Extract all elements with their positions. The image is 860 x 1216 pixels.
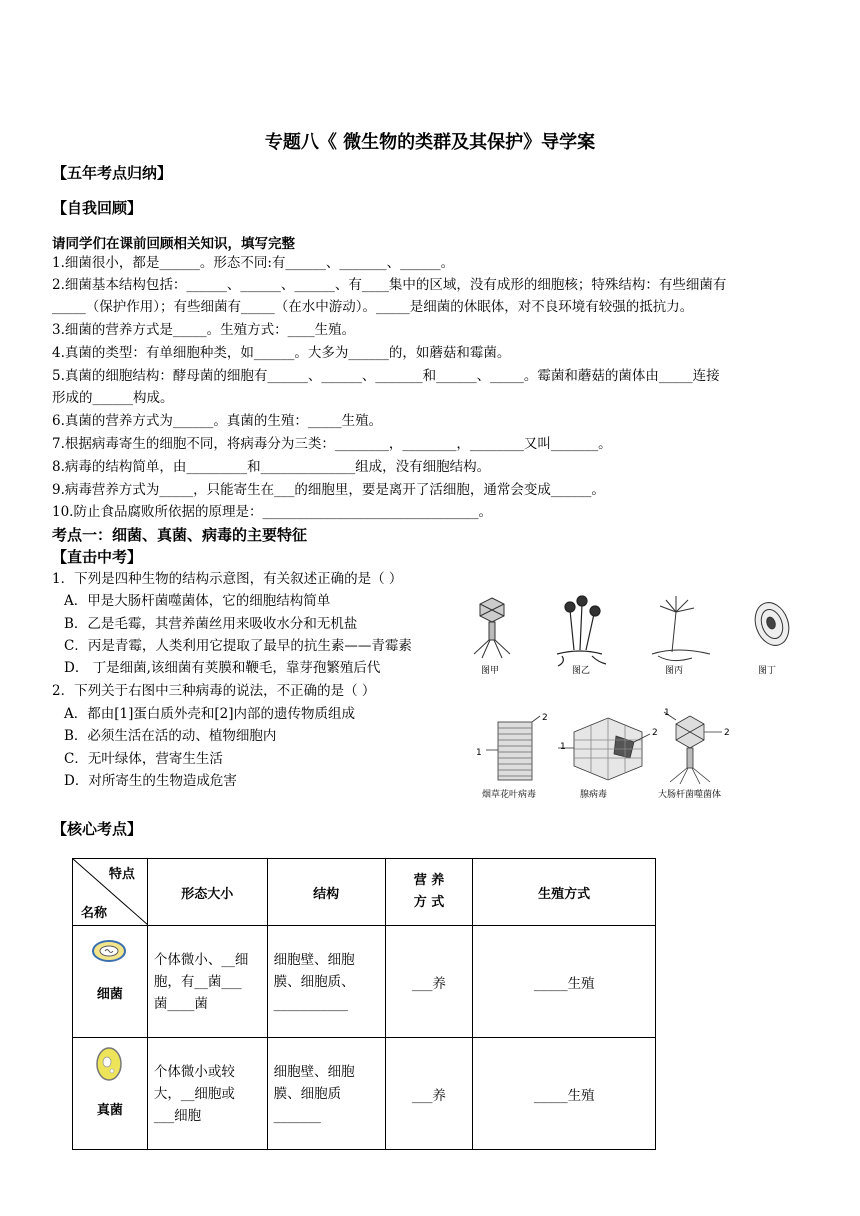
q1-figures — [462, 590, 802, 678]
q1-option-a: A．甲是大肠杆菌噬菌体，它的细胞结构简单 — [64, 593, 331, 609]
fig-adenovirus — [558, 718, 650, 780]
review-line-8: 8.病毒的结构简单，由_________和______________组成，没有细胞结构。 — [52, 459, 491, 475]
corner-cell — [73, 859, 148, 926]
q2-option-d: D．对所寄生的生物造成危害 — [64, 773, 237, 789]
bacteria-shape-line: 胞，有__菌___ — [153, 973, 242, 990]
section-core: 【核心考点】 — [52, 820, 143, 838]
table-row — [73, 1038, 656, 1150]
label-1-tmv: 1 — [476, 748, 482, 758]
instruction-text: 请同学们在课前回顾相关知识，填写完整 — [52, 236, 295, 252]
header-shape: 形态大小 — [147, 859, 267, 926]
fungi-shape — [147, 1038, 267, 1150]
fungi-structure-line: 细胞壁、细胞 — [273, 1063, 355, 1080]
fungi-structure — [267, 1038, 385, 1150]
kaodian-heading: 考点一：细菌、真菌、病毒的主要特征 — [52, 526, 308, 544]
q2-figures — [478, 710, 758, 788]
q2-option-b: B．必须生活在活的动、植物细胞内 — [64, 728, 277, 744]
caption-yi: 图乙 — [572, 666, 591, 676]
fig-jia-phage — [474, 598, 510, 658]
review-line-4: 4.真菌的类型：有单细胞种类，如______。大多为______的，如蘑菇和霉菌。 — [52, 345, 511, 361]
caption-adenovirus: 腺病毒 — [580, 790, 608, 800]
fig-ding-bacterium — [749, 598, 794, 650]
fungi-reproduction: _____生殖 — [473, 1038, 656, 1150]
fungi-structure-line: _______ — [273, 1107, 321, 1124]
fungi-shape-line: ___细胞 — [153, 1107, 202, 1124]
name-cell-fungi — [73, 1038, 148, 1150]
q1-option-c: C．丙是青霉，人类利用它提取了最早的抗生素——青霉素 — [64, 638, 412, 654]
q1-option-d: D． 丁是细菌,该细菌有荚膜和鞭毛，靠芽孢繁殖后代 — [64, 660, 381, 676]
fig-yi-mold — [557, 596, 606, 666]
label-1-phage: 1 — [664, 708, 670, 718]
label-2-tmv: 2 — [542, 713, 548, 723]
core-table — [72, 858, 656, 1150]
zhiji-heading: 【直击中考】 — [52, 548, 143, 566]
header-reproduction: 生殖方式 — [473, 859, 656, 926]
bacteria-shape — [147, 926, 267, 1038]
review-line-7: 7.根据病毒寄生的细胞不同，将病毒分为三类：________，________，________又叫_______。 — [52, 436, 612, 452]
caption-bing: 图丙 — [665, 666, 684, 676]
fig-tmv — [486, 716, 540, 780]
fig-bing-penicillium — [652, 596, 710, 661]
bacteria-structure-line: ___________ — [273, 995, 348, 1012]
bacteria-shape-line: 菌____菌 — [153, 995, 208, 1012]
section-five-year: 【五年考点归纳】 — [52, 164, 173, 182]
fig-phage — [664, 712, 722, 784]
bacteria-icon — [89, 936, 129, 966]
label-2-phage: 2 — [724, 728, 730, 738]
caption-tmv: 烟草花叶病毒 — [482, 790, 537, 800]
bacteria-structure-line: 细胞壁、细胞 — [273, 951, 355, 968]
review-line-10: 10.防止食品腐败所依据的原理是：________________________________。 — [52, 504, 492, 520]
review-line-9: 9.病毒营养方式为_____，只能寄生在___的细胞里，要是离开了活细胞，通常会变成______。 — [52, 482, 605, 498]
fungi-shape-line: 大，__细胞或 — [153, 1085, 235, 1102]
label-1-adeno: 1 — [560, 742, 566, 752]
bacteria-structure-line: 膜、细胞质、 — [273, 973, 355, 990]
review-line-2: 2.细菌基本结构包括：______、______、______、有____集中的区域，没有成形的细胞核；特殊结构：有些细菌有 — [52, 277, 727, 293]
bacteria-shape-line: 个体微小、__细 — [153, 951, 249, 968]
q1-stem: 1．下列是四种生物的结构示意图，有关叙述正确的是（ ） — [52, 571, 403, 587]
name-bacteria: 细菌 — [96, 987, 123, 1002]
header-nutrition: 营 养 方 式 — [385, 859, 473, 926]
corner-bottom-label: 名称 — [81, 906, 108, 921]
fungus-icon — [92, 1046, 126, 1082]
table-row — [73, 926, 656, 1038]
fungi-structure-line: 膜、细胞质 — [273, 1085, 342, 1102]
header-structure: 结构 — [267, 859, 385, 926]
label-2-adeno: 2 — [652, 728, 658, 738]
review-line-2b: _____（保护作用）；有些细菌有_____（在水中游动）。_____是细菌的休眠体，对不良环境有较强的抵抗力。 — [52, 299, 694, 315]
section-review: 【自我回顾】 — [52, 199, 143, 217]
page-title: 专题八《 微生物的类群及其保护》导学案 — [264, 132, 596, 153]
q2-option-a: A．都由[1]蛋白质外壳和[2]内部的遗传物质组成 — [64, 706, 355, 722]
q2-stem: 2．下列关于右图中三种病毒的说法，不正确的是（ ） — [52, 683, 376, 699]
name-cell-bacteria — [73, 926, 148, 1038]
name-fungi: 真菌 — [96, 1103, 123, 1118]
q1-option-b: B．乙是毛霉，其营养菌丝用来吸收水分和无机盐 — [64, 616, 358, 632]
table-header-row — [73, 859, 656, 926]
review-line-3: 3.细菌的营养方式是_____。生殖方式：____生殖。 — [52, 322, 356, 338]
corner-top-label: 特点 — [108, 867, 135, 882]
fungi-nutrition: ___养 — [385, 1038, 473, 1150]
caption-ding: 图丁 — [758, 666, 777, 676]
bacteria-structure — [267, 926, 385, 1038]
bacteria-nutrition: ___养 — [385, 926, 473, 1038]
q2-option-c: C．无叶绿体，营寄生生活 — [64, 751, 223, 767]
review-line-1: 1.细菌很小，都是______。形态不同:有______、_______、______。 — [52, 255, 455, 271]
caption-phage: 大肠杆菌噬菌体 — [658, 790, 722, 800]
fungi-shape-line: 个体微小或较 — [153, 1063, 235, 1080]
review-line-5b: 形成的______构成。 — [52, 390, 174, 406]
bacteria-reproduction: _____生殖 — [473, 926, 656, 1038]
review-line-6: 6.真菌的营养方式为______。真菌的生殖：_____生殖。 — [52, 413, 383, 429]
caption-jia: 图甲 — [481, 666, 500, 676]
review-line-5: 5.真菌的细胞结构：酵母菌的细胞有______、______、_______和______、_____。霉菌和蘑菇的菌体由_____连接 — [52, 368, 720, 384]
